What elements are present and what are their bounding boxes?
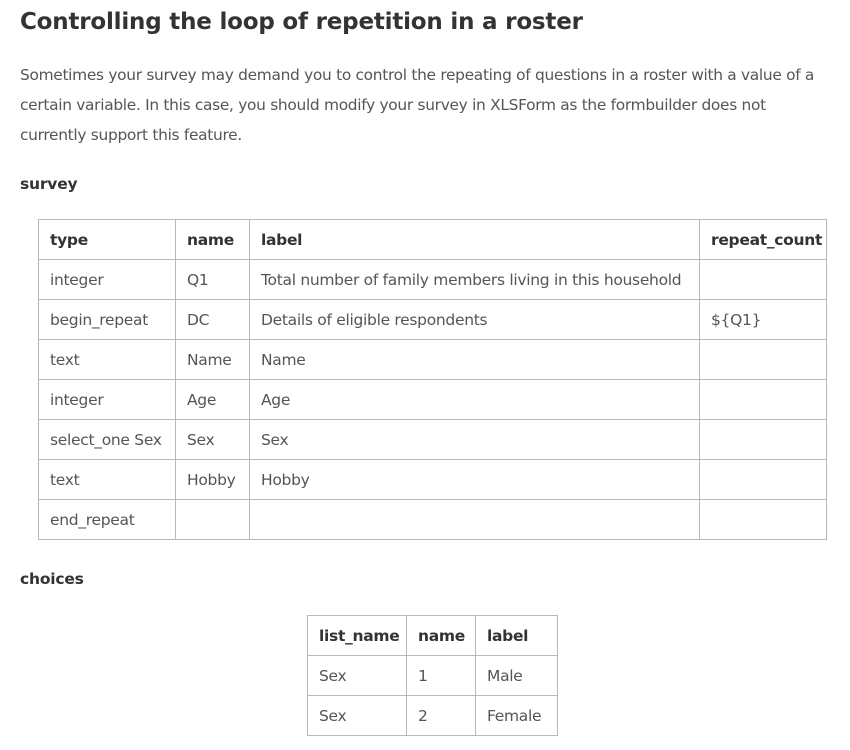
table-row [39,380,827,420]
cell-label: Sex [250,420,700,460]
cell-type: integer [39,380,176,420]
column-header-name: name [407,616,476,656]
cell-label: Age [250,380,700,420]
choices-sheet-label: choices [20,570,84,588]
cell-type: select_one Sex [39,420,176,460]
cell-name: Age [176,380,250,420]
cell-list-name: Sex [308,656,407,696]
cell-type: begin_repeat [39,300,176,340]
table-header-row [308,616,558,656]
cell-name: Q1 [176,260,250,300]
cell-repeat-count [700,460,827,500]
cell-list-name: Sex [308,696,407,736]
cell-repeat-count [700,340,827,380]
table-row [39,460,827,500]
table-row [39,340,827,380]
cell-label: Details of eligible respondents [250,300,700,340]
table-row [39,260,827,300]
table-header-row [39,220,827,260]
column-header-list-name: list_name [308,616,407,656]
column-header-label: label [250,220,700,260]
table-row [308,656,558,696]
choices-table [307,615,558,736]
cell-name: Hobby [176,460,250,500]
cell-label: Female [476,696,558,736]
page-title: Controlling the loop of repetition in a roster [20,9,583,35]
column-header-name: name [176,220,250,260]
cell-label: Hobby [250,460,700,500]
cell-name: Sex [176,420,250,460]
cell-label: Male [476,656,558,696]
cell-type: text [39,460,176,500]
cell-type: integer [39,260,176,300]
cell-name: Name [176,340,250,380]
cell-name: 2 [407,696,476,736]
cell-label: Name [250,340,700,380]
cell-type: end_repeat [39,500,176,540]
column-header-type: type [39,220,176,260]
table-row [39,420,827,460]
cell-name: DC [176,300,250,340]
cell-repeat-count [700,260,827,300]
table-row [39,300,827,340]
column-header-repeat-count: repeat_count [700,220,827,260]
cell-repeat-count [700,380,827,420]
cell-label: Total number of family members living in this household [250,260,700,300]
cell-label [250,500,700,540]
cell-name: 1 [407,656,476,696]
table-row [308,696,558,736]
cell-repeat-count: ${Q1} [700,300,827,340]
cell-name [176,500,250,540]
column-header-label: label [476,616,558,656]
survey-sheet-label: survey [20,175,78,193]
cell-repeat-count [700,500,827,540]
cell-type: text [39,340,176,380]
intro-paragraph: Sometimes your survey may demand you to control the repeating of questions in a roster with a value of a certain variable. In this case, you should modify your survey in XLSForm as the formbuilder does not currently support this feature. [20,66,815,144]
cell-repeat-count [700,420,827,460]
table-row [39,500,827,540]
survey-table [38,219,827,540]
